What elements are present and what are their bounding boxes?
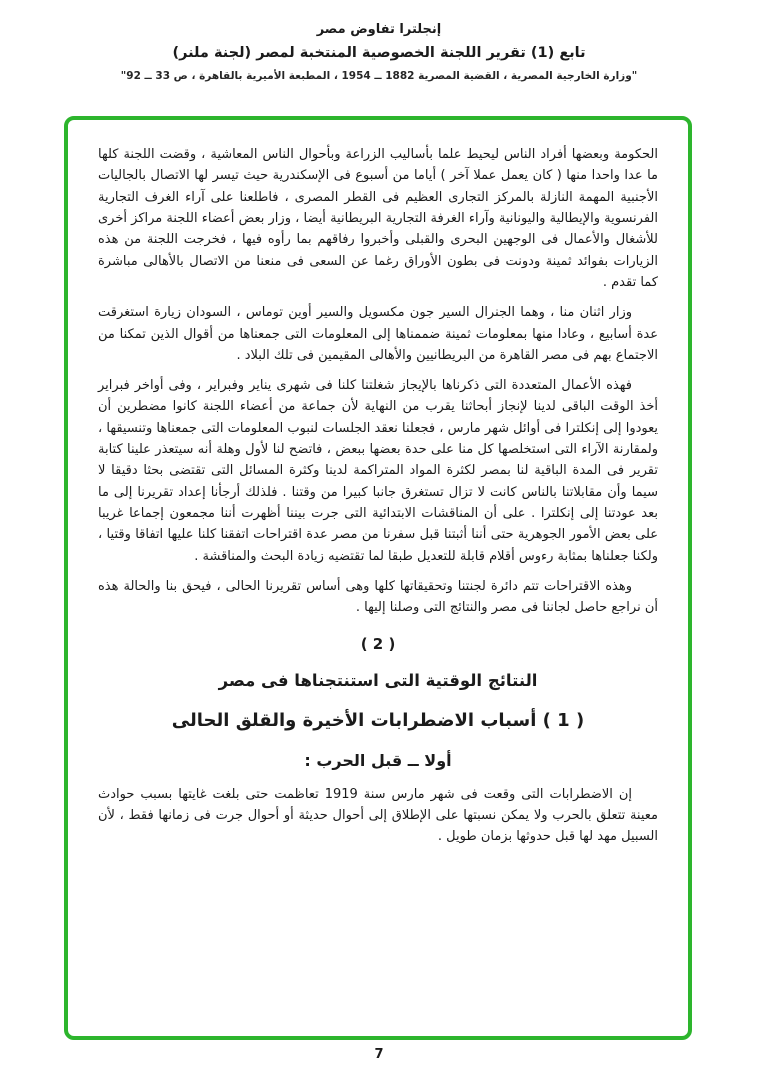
page-number: 7 [374,1047,384,1062]
section-number: ( 2 ) [360,634,396,653]
body-paragraph: وزار اثنان منا ، وهما الجنرال السير جون مكسويل والسير أوين توماس ، السودان زيارة استغرقت عدة أسابيع ، وعادا منها بمعلومات ثمينة ضممناها إلى المعلومات التى جمعناها من أقوال الذين تمكنا من الاجتماع بهم فى مصر القاهرة من البريطانيين والأهالى المقيمين فى تلك البلاد . [98,305,658,363]
body-paragraph: الحكومة وبعضها أفراد الناس ليحيط علما بأساليب الزراعة وبأحوال الناس المعاشية ، وقضت اللجنة كلها ما عدا واحدا منها ( كان يعمل عملا آخر ) أياما من أسبوع فى الإسكندرية حيث تيسر لها الاتصال بالجاليات الأجنبية المهمة النازلة بالمركز التجارى العظيم فى القطر المصرى ، فاطلعنا على آراء الغرف التجارية الفرنسوية والإيطالية واليونانية وآراء الغرفة التجارية البريطانية أيضا ، وزار بعض أعضاء اللجنة مراكز أخرى للأشغال والأعمال فى الوجهين البحرى والقبلى وأخبروا رفاقهم بما رأوه فيها ، فخرجت اللجنة من هذه الزيارات بفوائد ثمينة ودونت فى بطون الأوراق رغما عن السعى فى منعنا من الاتصال بالأهالى مباشرة كما تقدم . [98,147,658,290]
header-source-line: "وزارة الخارجية المصرية ، القضية المصرية 1882 ــ 1954 ، المطبعة الأميرية بالقاهرة ، ص 33 ــ 92" [120,70,638,82]
section-title: النتائج الوقتية التى استنتجناها فى مصر [218,670,538,690]
subsection-heading: ( 1 ) أسباب الاضطرابات الأخيرة والقلق الحالى [171,709,585,731]
header-country-title: إنجلترا تفاوض مصر [316,22,442,37]
header-report-title: تابع (1) تقرير اللجنة الخصوصية المنتخبة لمصر (لجنة ملنر) [172,45,586,61]
body-paragraph: فهذه الأعمال المتعددة التى ذكرناها بالإيجاز شغلتنا كلنا فى شهرى يناير وفبراير ، وفى أواخر فبراير أخذ الوقت الباقى لدينا لإنجاز أبحاثنا يقرب من النهاية لأن جماعة من أعضاء اللجنة كانوا مضطرين أن يعودوا إلى إنكلترا فى أوائل شهر مارس ، فجعلنا نعقد الجلسات لنبوب المعلومات التى جمعناها وتنسيقها ، ولمقارنة الآراء التى استخلصها كل منا على حدة بعضها ببعض ، فاتضح لنا لأول وهلة أنه سيتعذر علينا كتابة تقرير فى المدة الباقية لنا بمصر لكثرة المواد المتراكمة لدينا وكثرة المسائل التى تقتضى بحثا دقيقا لا سيما وأن مقابلاتنا بالناس كانت لا تزال تستغرق جانبا كبيرا من وقتنا . فلذلك أرجأنا إعداد تقريرنا إلى ما بعد عودتنا إلى إنكلترا . على أن المناقشات الابتدائية التى جرت بيننا أظهرت أننا مجمعون إجماعا غريبا على بعض الأمور الجوهرية حتى أننا أثبتنا قبل سفرنا من مصر عدة اقتراحات اتفقنا كلنا عليها اتفاقا وقتيا ، ولكنا جعلناها بمثابة رءوس أقلام قابلة للتعديل طبقا لما تقتضيه زيادة البحث والمناقشة . [98,378,658,564]
document-frame [64,116,692,1040]
document-header [0,0,758,82]
subheading-before-war: أولا ــ قبل الحرب : [304,750,452,770]
closing-paragraph: إن الاضطرابات التى وقعت فى شهر مارس سنة 1919 تعاظمت حتى بلغت غايتها بسبب حوادث معينة تتعلق بالحرب ولا يمكن نسبتها على الإطلاق إلى أحوال حديثة أو أحوال جرت فى زمانها فقط ، لأن السبيل مهد لها قبل حدوثها بزمان طويل . [98,786,658,845]
body-paragraph: وهذه الاقتراحات تتم دائرة لجنتنا وتحقيقاتها كلها وهى أساس تقريرنا الحالى ، فيحق بنا والحالة هذه أن نراجع حاصل لجاننا فى مصر والنتائج التى وصلنا إليها . [98,578,658,616]
